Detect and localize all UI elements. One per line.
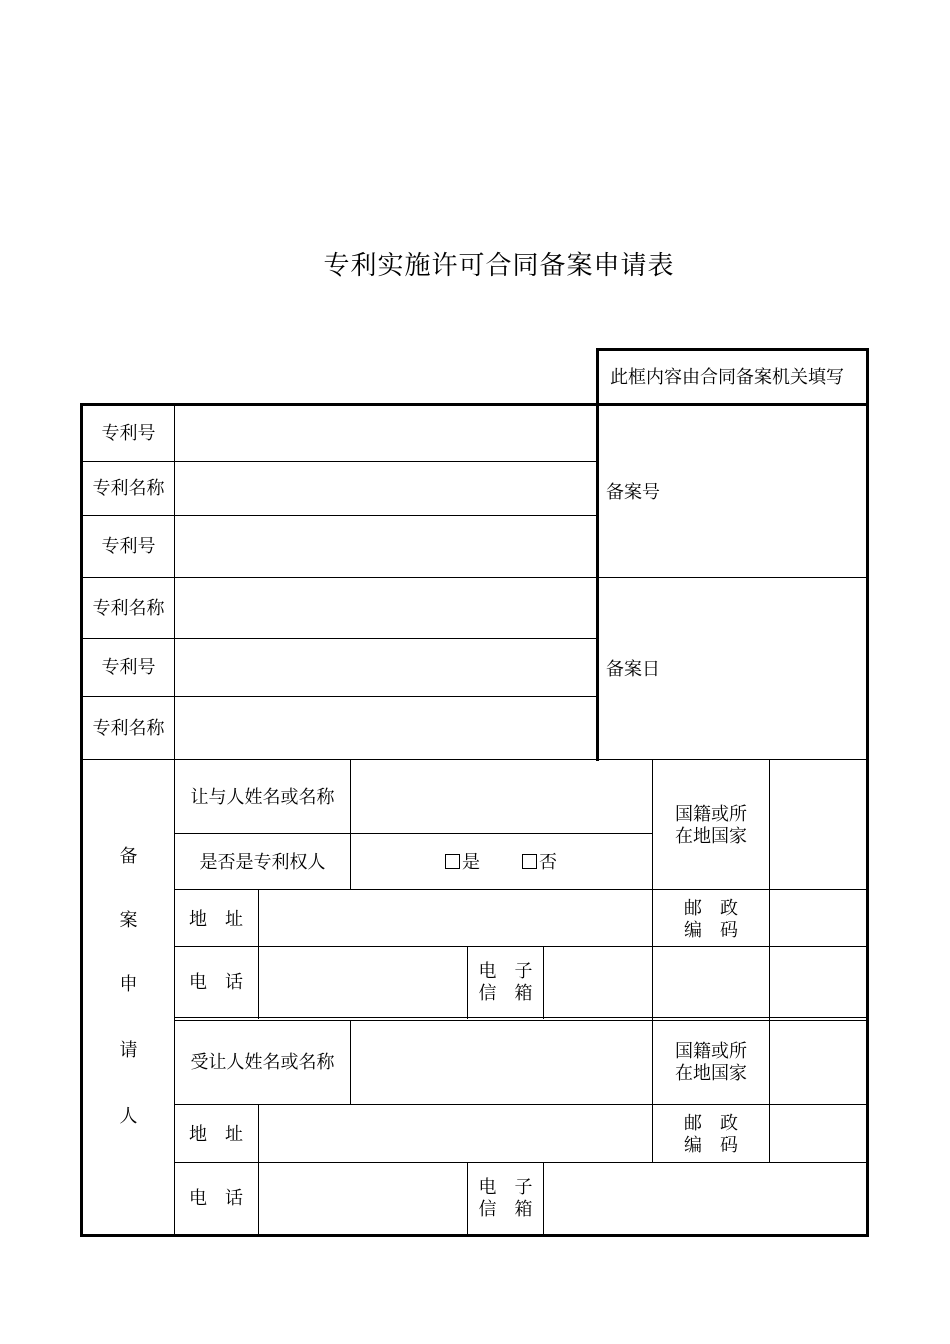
postcode-line: 邮 政 <box>684 1113 738 1134</box>
licensor-name-label: 让与人姓名或名称 <box>190 787 335 808</box>
licensor-postcode-label <box>653 898 769 942</box>
patent-name-label: 专利名称 <box>92 598 165 619</box>
grid-line <box>258 889 259 1019</box>
grid-line <box>174 403 175 1234</box>
grid-line <box>596 348 869 351</box>
record-date-field[interactable] <box>660 582 860 752</box>
applicant-label-char: 案 <box>119 910 138 931</box>
licensee-phone-label: 电 话 <box>189 1188 243 1209</box>
applicant-label-char: 人 <box>119 1106 138 1127</box>
licensee-postcode-label <box>653 1113 769 1157</box>
patent-number-field[interactable] <box>176 406 594 461</box>
licensor-phone-label: 电 话 <box>189 972 243 993</box>
licensee-name-field[interactable] <box>352 1021 650 1104</box>
licensee-email-label <box>468 1177 543 1221</box>
licensee-address-label: 地 址 <box>189 1124 243 1145</box>
licensee-nationality-field[interactable] <box>771 1021 865 1104</box>
checkbox-square-icon <box>522 854 537 869</box>
licensee-name-label: 受让人姓名或名称 <box>190 1052 335 1073</box>
is-patentee-label: 是否是专利权人 <box>199 852 326 873</box>
nationality-line: 在地国家 <box>675 826 747 847</box>
applicant-label-char: 请 <box>119 1040 138 1061</box>
licensor-nationality-label <box>653 804 769 848</box>
postcode-line: 编 码 <box>684 1135 738 1156</box>
licensor-nationality-field[interactable] <box>771 761 865 889</box>
no-label: 否 <box>539 852 557 873</box>
patent-name-field[interactable] <box>176 697 594 759</box>
record-number-field[interactable] <box>660 410 860 570</box>
no-checkbox[interactable] <box>522 852 557 874</box>
grid-line <box>258 1104 259 1234</box>
grid-line <box>599 577 866 578</box>
patent-name-label: 专利名称 <box>92 478 165 499</box>
nationality-line: 在地国家 <box>675 1063 747 1084</box>
page-title: 专利实施许可合同备案申请表 <box>323 251 675 281</box>
patent-name-label: 专利名称 <box>92 718 165 739</box>
licensor-email-label <box>468 961 543 1005</box>
patent-number-label: 专利号 <box>101 536 156 557</box>
licensor-name-field[interactable] <box>352 761 650 833</box>
licensee-postcode-field[interactable] <box>771 1105 865 1162</box>
email-line: 信 箱 <box>478 1199 533 1220</box>
licensor-address-label: 地 址 <box>189 909 243 930</box>
patent-number-label: 专利号 <box>101 657 156 678</box>
office-box-header: 此框内容由合同备案机关填写 <box>610 367 844 388</box>
licensee-address-field[interactable] <box>260 1105 650 1162</box>
applicant-label-char: 备 <box>119 846 138 867</box>
patent-number-label: 专利号 <box>101 423 156 444</box>
grid-line <box>543 1162 544 1234</box>
grid-line <box>866 348 869 1237</box>
licensor-email-field[interactable] <box>545 947 865 1017</box>
grid-line <box>174 833 652 834</box>
patent-name-field[interactable] <box>176 578 594 638</box>
licensor-postcode-field[interactable] <box>771 890 865 946</box>
licensee-nationality-label <box>653 1041 769 1085</box>
grid-line <box>350 759 351 890</box>
patent-number-field[interactable] <box>176 639 594 696</box>
email-line: 信 箱 <box>478 983 533 1004</box>
applicant-label-char: 申 <box>119 974 138 995</box>
grid-line <box>350 1020 351 1105</box>
nationality-line: 国籍或所 <box>675 1041 747 1062</box>
licensee-email-field[interactable] <box>545 1163 865 1234</box>
record-number-label: 备案号 <box>606 482 660 503</box>
email-line: 电 子 <box>478 1177 533 1198</box>
record-date-label: 备案日 <box>606 659 660 680</box>
licensor-phone-field[interactable] <box>260 947 466 1017</box>
yes-checkbox[interactable] <box>445 852 480 874</box>
licensee-phone-field[interactable] <box>260 1163 466 1234</box>
grid-line <box>80 1234 869 1237</box>
nationality-line: 国籍或所 <box>675 804 747 825</box>
licensor-address-field[interactable] <box>260 890 650 946</box>
checkbox-square-icon <box>445 854 460 869</box>
grid-line <box>596 348 599 761</box>
postcode-line: 编 码 <box>684 920 738 941</box>
email-line: 电 子 <box>478 961 533 982</box>
grid-line <box>543 946 544 1019</box>
patent-name-field[interactable] <box>176 462 594 515</box>
postcode-line: 邮 政 <box>684 898 738 919</box>
grid-line <box>174 1017 866 1018</box>
grid-line <box>83 759 866 760</box>
yes-label: 是 <box>462 852 480 873</box>
patent-number-field[interactable] <box>176 516 594 577</box>
